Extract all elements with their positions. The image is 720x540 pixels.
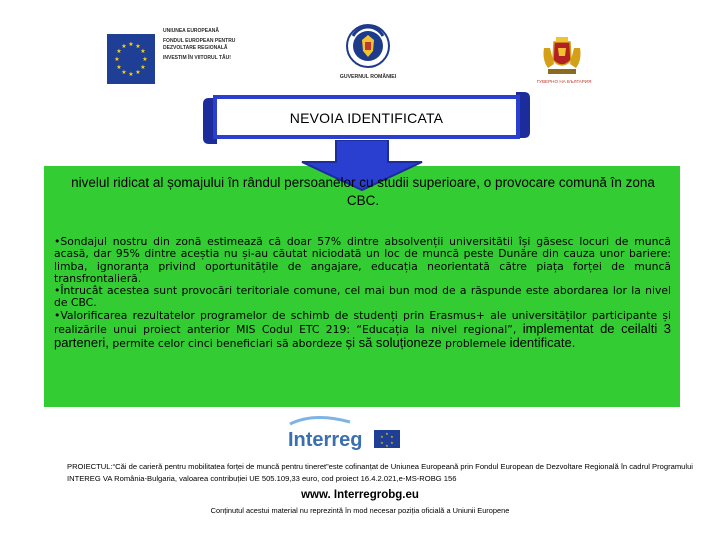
bullet-results-part6: identificate. (509, 335, 576, 351)
eu-line3: DEZVOLTARE REGIONALĂ (163, 45, 228, 51)
svg-text:★: ★ (140, 48, 146, 55)
svg-text:★: ★ (390, 441, 394, 445)
problem-statement: nivelul ridicat al șomajului în rândul persoanelor cu studii superioare, o provocare comună în zona CBC. (71, 175, 655, 208)
interreg-wordmark: Interreg (288, 429, 363, 451)
bullet-results-part3: permite celor cinci beneficiari să abordeze (112, 337, 343, 351)
svg-text:★: ★ (140, 64, 146, 71)
svg-text:★: ★ (121, 43, 127, 50)
svg-text:★: ★ (114, 56, 120, 63)
bulgarian-government-logo (528, 34, 600, 90)
svg-text:★: ★ (142, 56, 148, 63)
banner-title: NEVOIA IDENTIFICATA (289, 110, 444, 126)
government-seal-icon (346, 24, 390, 68)
bullet-results-part2: implementat de ceilalti 3 parteneri, (54, 321, 671, 351)
svg-text:★: ★ (116, 64, 122, 71)
eu-logo-text (163, 28, 235, 62)
svg-text:★: ★ (385, 444, 389, 448)
svg-text:★: ★ (135, 69, 141, 76)
eu-line2: FONDUL EUROPEAN PENTRU (163, 38, 236, 44)
needs-banner (203, 92, 530, 144)
svg-text:★: ★ (385, 432, 389, 436)
bullet-results (54, 310, 671, 351)
bullet-cbc: •Întrucât acestea sunt provocări teritoriale comune, cel mai bun mod de a răspunde este abordarea lor la nivel de CBC. (54, 284, 671, 310)
svg-text:★: ★ (135, 43, 141, 50)
bulgaria-label: ГУВЕРНО НА БЪЛГАРИЯ (536, 79, 592, 84)
eu-flag-icon (107, 34, 155, 84)
interreg-arc-icon (290, 417, 350, 424)
bullet-results-part1: •Valorificarea rezultatelor programelor de schimb de studenți prin Erasmus+ ale universităților participante și realizările unui proiect anterior MIS Codul ETC 219: “Educația la nivel regional”, (54, 308, 671, 337)
interreg-logo (284, 414, 402, 454)
svg-text:★: ★ (128, 41, 134, 48)
eu-line4: INVESTIM ÎN VIITORUL TĂU! (163, 55, 231, 61)
coat-of-arms-icon (540, 34, 584, 76)
svg-text:★: ★ (390, 435, 394, 439)
eu-logo (94, 24, 242, 90)
bullet-results-part4: și să soluționeze (345, 335, 442, 351)
bullet-results-part5: problemele (445, 337, 507, 351)
svg-text:★: ★ (116, 48, 122, 55)
svg-text:★: ★ (380, 435, 384, 439)
svg-text:★: ★ (128, 71, 134, 78)
project-description: PROIECTUL:“Căi de carieră pentru mobilitatea forței de muncă pentru tineret”este cofinanțat de Uniunea Europeană prin Fondul European de Dezvoltare Regională în cadrul Programului INTEREG VA România-Bulgaria, valoarea contribuției UE 505.109,33 euro, cod proiect 16.4.2.021,e-MS-ROBG 156 (67, 462, 693, 483)
website-link[interactable]: www. Interregrobg.eu (301, 489, 419, 501)
disclaimer-text: Conținutul acestui material nu reprezintă în mod necesar poziția oficială a Uniunii Europene (210, 506, 510, 515)
svg-text:★: ★ (121, 69, 127, 76)
svg-text:★: ★ (380, 441, 384, 445)
romanian-government-logo (324, 24, 412, 88)
problem-details (54, 236, 671, 351)
eu-line1: UNIUNEA EUROPEANĂ (163, 28, 219, 34)
government-label: GUVERNUL ROMÂNIEI (339, 74, 397, 80)
bullet-survey: •Sondajul nostru din zonă estimează că doar 57% dintre absolvenții universitătii își găsesc locuri de muncă acasă, dar 95% dintre aceștia nu și-au căutat niciodată un loc de muncă peste Dunăre din cauza unor bariere: limba, ignoranța privind oportunitățile de angajare, educația neorientată către piața forței de muncă transfrontalieră. (54, 235, 671, 285)
